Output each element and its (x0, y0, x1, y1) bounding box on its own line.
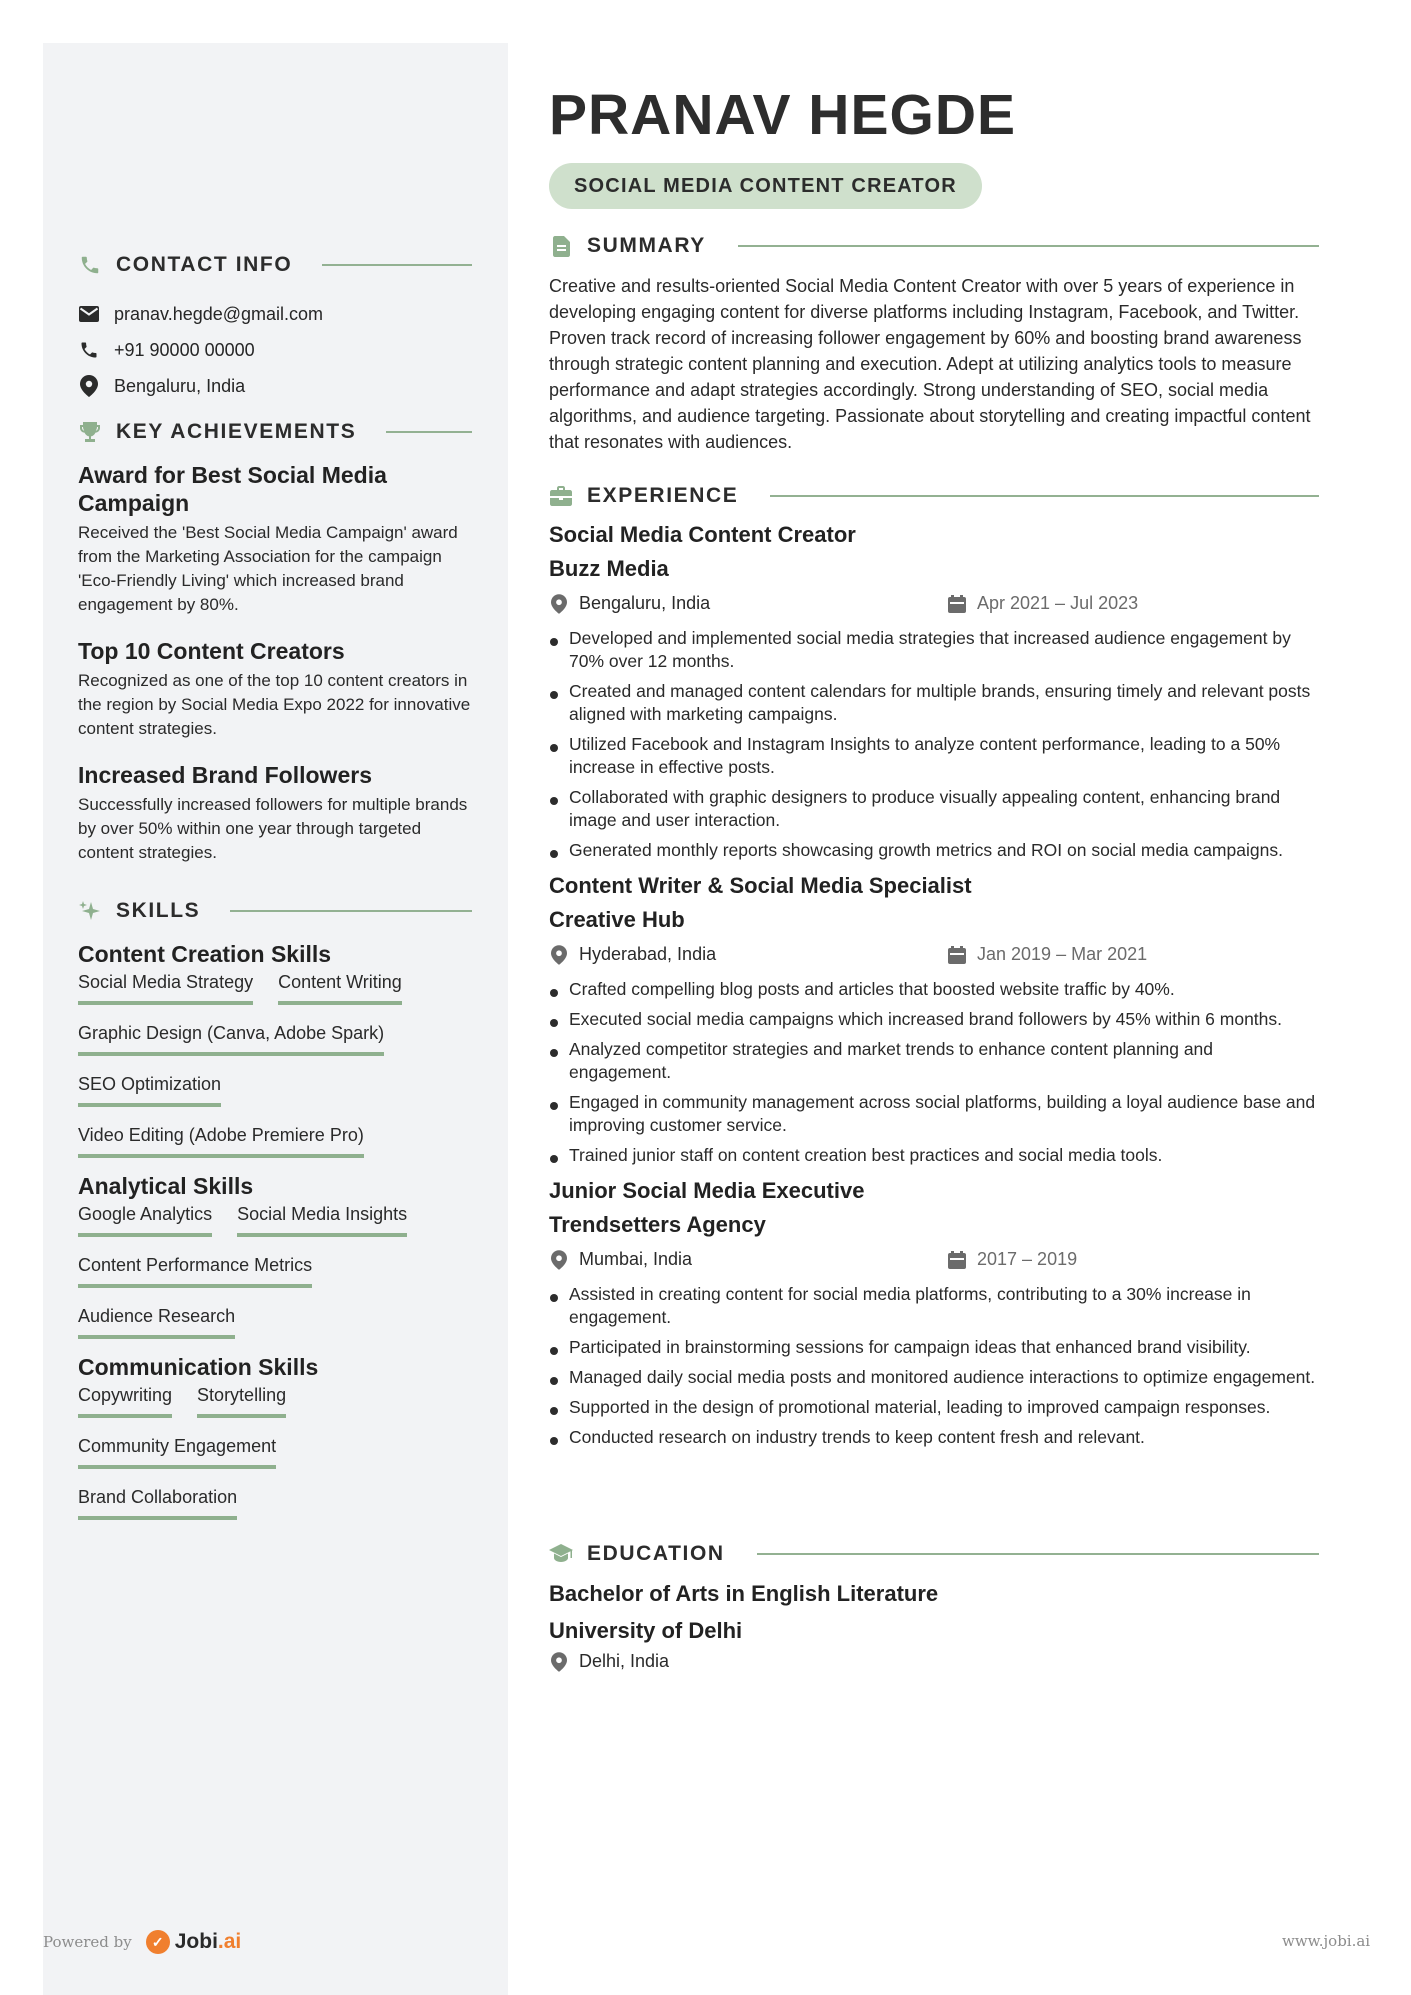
education-degree: Bachelor of Arts in English Literature (549, 1581, 939, 1606)
job-bullets (549, 978, 1319, 1167)
job-entry (549, 869, 1319, 1167)
email-text: pranav.hegde@gmail.com (114, 303, 324, 324)
education-location (549, 1651, 669, 1672)
role-title: SOCIAL MEDIA CONTENT CREATOR (574, 174, 957, 197)
job-meta (549, 1249, 1319, 1279)
achievements-heading: KEY ACHIEVEMENTS (116, 420, 357, 443)
experience-heading: EXPERIENCE (587, 484, 739, 507)
education-meta (549, 1651, 1319, 1681)
phone-text: +91 90000 00000 (114, 339, 255, 360)
skills-section (78, 896, 472, 1534)
list-item: Assisted in creating content for social media platforms, contributing to a 30% increase in engagement. (549, 1283, 1319, 1329)
jobi-brand-name: Jobi (174, 1930, 218, 1953)
achievements-header (78, 417, 472, 447)
skill-chip: Brand Collaboration (78, 1483, 237, 1520)
list-item: Crafted compelling blog posts and articles that boosted website traffic by 40%. (549, 978, 1319, 1001)
job-dates (947, 944, 1147, 965)
skills-header (78, 896, 472, 926)
phone-icon (78, 253, 102, 277)
location-text: Bengaluru, India (114, 375, 246, 396)
job-company: Buzz Media (549, 556, 669, 581)
achievement-description: Received the 'Best Social Media Campaign' award from the Marketing Association for the campaign 'Eco-Friendly Living' which increased brand engagement by 80%. (78, 523, 458, 614)
skill-group (78, 1172, 472, 1353)
skill-chip: Social Media Strategy (78, 968, 253, 1005)
location-pin-icon (549, 945, 569, 965)
contact-header (78, 250, 472, 280)
skill-group-title: Analytical Skills (78, 1173, 254, 1199)
skill-group-title: Communication Skills (78, 1354, 319, 1380)
candidate-name: PRANAV HEGDE (549, 83, 1016, 147)
job-company: Trendsetters Agency (549, 1212, 766, 1237)
contact-email[interactable] (78, 296, 472, 332)
experience-section (549, 481, 1319, 1456)
contact-location (78, 368, 472, 404)
education-heading: EDUCATION (587, 1542, 725, 1565)
contact-section (78, 250, 472, 404)
education-school: University of Delhi (549, 1618, 743, 1643)
job-title: Social Media Content Creator (549, 522, 856, 547)
phone-icon (78, 339, 100, 361)
achievement-title: Award for Best Social Media Campaign (78, 462, 387, 516)
skill-chip: Graphic Design (Canva, Adobe Spark) (78, 1019, 384, 1056)
graduation-cap-icon (549, 1542, 573, 1566)
list-item: Developed and implemented social media strategies that increased audience engagement by 70% over 12 months. (549, 627, 1319, 673)
skill-chip: Community Engagement (78, 1432, 276, 1469)
list-item: Collaborated with graphic designers to produce visually appealing content, enhancing brand image and user interaction. (549, 786, 1319, 832)
job-meta (549, 593, 1319, 623)
jobi-logo[interactable] (146, 1930, 242, 1954)
website-link[interactable]: www.jobi.ai (1282, 1932, 1371, 1950)
email-icon (78, 303, 100, 325)
job-dates (947, 1249, 1077, 1270)
divider (738, 245, 1319, 247)
list-item: Trained junior staff on content creation best practices and social media tools. (549, 1144, 1319, 1167)
trophy-icon (78, 420, 102, 444)
job-bullets (549, 627, 1319, 862)
job-location (549, 944, 716, 965)
skill-chip: Copywriting (78, 1381, 172, 1418)
contact-phone[interactable] (78, 332, 472, 368)
achievement-title: Top 10 Content Creators (78, 638, 345, 664)
skill-chip: Video Editing (Adobe Premiere Pro) (78, 1121, 364, 1158)
achievement-description: Successfully increased followers for multiple brands by over 50% within one year through targeted content strategies. (78, 795, 468, 862)
divider (386, 431, 472, 433)
skill-group-title: Content Creation Skills (78, 941, 332, 967)
document-icon (549, 234, 573, 258)
skill-chip: Google Analytics (78, 1200, 212, 1237)
skill-group (78, 940, 472, 1172)
calendar-icon (947, 594, 967, 614)
job-dates-text: Jan 2019 – Mar 2021 (977, 944, 1148, 964)
achievement-item (78, 461, 472, 617)
summary-text: Creative and results-oriented Social Media Content Creator with over 5 years of experience in developing engaging content for diverse platforms including Instagram, Facebook, and Twitter. Proven track record of increasing follower engagement by 60% and boosting brand awareness through strategic content planning and execution. Adept at utilizing analytics tools to measure performance and adapt strategies accordingly. Strong understanding of SEO, social media algorithms, and audience targeting. Passionate about storytelling and creating impactful content that resonates with audiences. (549, 276, 1311, 452)
summary-section (549, 231, 1319, 455)
divider (770, 495, 1319, 497)
list-item: Generated monthly reports showcasing growth metrics and ROI on social media campaigns. (549, 839, 1319, 862)
location-pin-icon (549, 594, 569, 614)
job-company: Creative Hub (549, 907, 685, 932)
jobi-brand-suffix: .ai (217, 1930, 242, 1953)
powered-by-label: Powered by (43, 1933, 132, 1951)
powered-by (43, 1930, 241, 1954)
location-pin-icon (549, 1250, 569, 1270)
education-header (549, 1539, 1319, 1569)
job-location (549, 593, 710, 614)
role-badge (549, 163, 982, 209)
job-entry (549, 1174, 1319, 1449)
calendar-icon (947, 1250, 967, 1270)
location-pin-icon (78, 375, 100, 397)
job-title: Junior Social Media Executive (549, 1178, 865, 1203)
summary-header (549, 231, 1319, 261)
achievement-description: Recognized as one of the top 10 content creators in the region by Social Media Expo 2022 for innovative content strategies. (78, 671, 471, 738)
contact-heading: CONTACT INFO (116, 253, 293, 276)
skill-group (78, 1353, 472, 1534)
skill-chip: Social Media Insights (237, 1200, 407, 1237)
job-meta (549, 944, 1319, 974)
jobi-logo-icon: ✓ (146, 1930, 170, 1954)
list-item: Utilized Facebook and Instagram Insights to analyze content performance, leading to a 50% increase in effective posts. (549, 733, 1319, 779)
job-bullets (549, 1283, 1319, 1449)
job-dates-text: 2017 – 2019 (977, 1249, 1078, 1269)
achievements-section (78, 417, 472, 865)
briefcase-icon (549, 484, 573, 508)
list-item: Created and managed content calendars for multiple brands, ensuring timely and relevant posts aligned with marketing campaigns. (549, 680, 1319, 726)
list-item: Managed daily social media posts and monitored audience interactions to optimize engagement. (549, 1366, 1319, 1389)
education-section (549, 1539, 1319, 1681)
job-entry (549, 518, 1319, 862)
job-dates (947, 593, 1138, 614)
list-item: Conducted research on industry trends to keep content fresh and relevant. (549, 1426, 1319, 1449)
skill-chip: Content Performance Metrics (78, 1251, 312, 1288)
job-location-text: Hyderabad, India (579, 944, 717, 964)
list-item: Analyzed competitor strategies and market trends to enhance content planning and engagement. (549, 1038, 1319, 1084)
job-location-text: Bengaluru, India (579, 593, 711, 613)
location-pin-icon (549, 1652, 569, 1672)
list-item: Executed social media campaigns which increased brand followers by 45% within 6 months. (549, 1008, 1319, 1031)
sparkle-icon (78, 899, 102, 923)
list-item: Supported in the design of promotional material, leading to improved campaign responses. (549, 1396, 1319, 1419)
experience-header (549, 481, 1319, 511)
skills-heading: SKILLS (116, 899, 201, 922)
summary-heading: SUMMARY (587, 234, 706, 257)
skill-chip: SEO Optimization (78, 1070, 221, 1107)
divider (230, 910, 472, 912)
list-item: Engaged in community management across social platforms, building a loyal audience base and improving customer service. (549, 1091, 1319, 1137)
achievement-title: Increased Brand Followers (78, 762, 372, 788)
education-location-text: Delhi, India (579, 1651, 670, 1671)
divider (322, 264, 472, 266)
skill-chip: Content Writing (278, 968, 402, 1005)
job-location (549, 1249, 692, 1270)
list-item: Participated in brainstorming sessions for campaign ideas that enhanced brand visibility. (549, 1336, 1319, 1359)
job-location-text: Mumbai, India (579, 1249, 693, 1269)
skill-chip: Audience Research (78, 1302, 235, 1339)
job-title: Content Writer & Social Media Specialist (549, 873, 972, 898)
divider (757, 1553, 1319, 1555)
skill-chip: Storytelling (197, 1381, 286, 1418)
job-dates-text: Apr 2021 – Jul 2023 (977, 593, 1139, 613)
achievement-item (78, 761, 472, 865)
achievement-item (78, 637, 472, 741)
calendar-icon (947, 945, 967, 965)
